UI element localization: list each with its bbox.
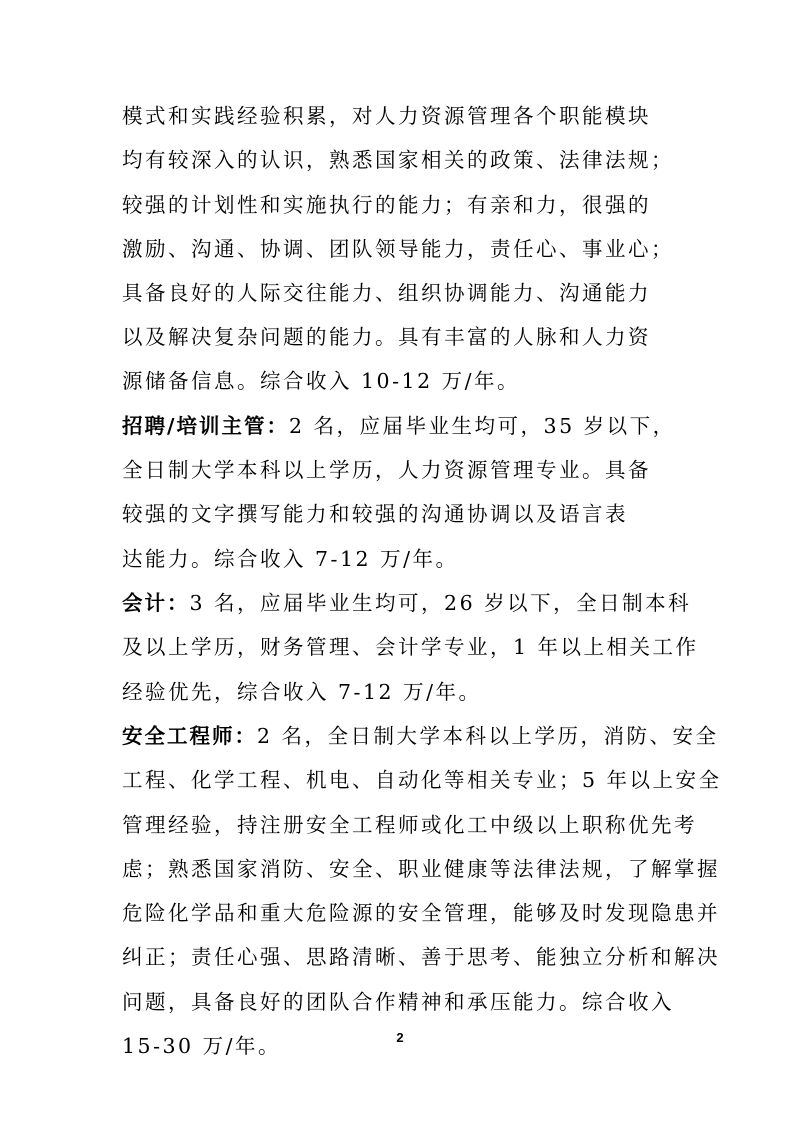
section-line: 达能力。综合收入 7-12 万/年。 bbox=[122, 547, 459, 571]
page-number: 2 bbox=[396, 1030, 404, 1045]
section-line: 工程、化学工程、机电、自动化等相关专业；5 年以上安全 bbox=[122, 768, 722, 792]
section-line: 管理经验，持注册安全工程师或化工中级以上职称优先考 bbox=[122, 813, 697, 837]
section-line: 危险化学品和重大危险源的安全管理，能够及时发现隐患并 bbox=[122, 901, 720, 925]
intro-line: 以及解决复杂问题的能力。具有丰富的人脉和人力资 bbox=[122, 325, 651, 349]
section-text: 2 名，应届毕业生均可，35 岁以下， bbox=[289, 414, 676, 438]
section-title: 会计： bbox=[122, 591, 190, 615]
intro-line: 源储备信息。综合收入 10-12 万/年。 bbox=[122, 369, 521, 393]
section-line: 经验优先，综合收入 7-12 万/年。 bbox=[122, 680, 482, 704]
section-line: 全日制大学本科以上学历，人力资源管理专业。具备 bbox=[122, 458, 651, 482]
section-recruitment-first-line bbox=[122, 408, 676, 444]
section-safety-first-line bbox=[122, 718, 719, 754]
intro-line: 较强的计划性和实施执行的能力；有亲和力，很强的 bbox=[122, 193, 651, 217]
section-title: 招聘/培训主管： bbox=[122, 414, 289, 438]
intro-line: 具备良好的人际交往能力、组织协调能力、沟通能力 bbox=[122, 281, 651, 305]
section-line: 问题，具备良好的团队合作精神和承压能力。综合收入 bbox=[122, 990, 674, 1014]
intro-line: 激励、沟通、协调、团队领导能力，责任心、事业心； bbox=[122, 237, 674, 261]
section-text: 2 名，全日制大学本科以上学历，消防、安全 bbox=[257, 724, 719, 748]
section-accountant-first-line bbox=[122, 585, 691, 621]
section-line: 虑；熟悉国家消防、安全、职业健康等法律法规，了解掌握 bbox=[122, 857, 720, 881]
section-line: 15-30 万/年。 bbox=[122, 1034, 282, 1058]
section-text: 3 名，应届毕业生均可，26 岁以下，全日制本科 bbox=[189, 591, 692, 615]
section-line: 纠正；责任心强、思路清晰、善于思考、能独立分析和解决 bbox=[122, 945, 720, 969]
section-title: 安全工程师： bbox=[122, 724, 257, 748]
section-line: 较强的文字撰写能力和较强的沟通协调以及语言表 bbox=[122, 502, 628, 526]
intro-line: 均有较深入的认识，熟悉国家相关的政策、法律法规； bbox=[122, 148, 674, 172]
intro-line: 模式和实践经验积累，对人力资源管理各个职能模块 bbox=[122, 104, 651, 128]
section-line: 及以上学历，财务管理、会计学专业，1 年以上相关工作 bbox=[122, 635, 699, 659]
